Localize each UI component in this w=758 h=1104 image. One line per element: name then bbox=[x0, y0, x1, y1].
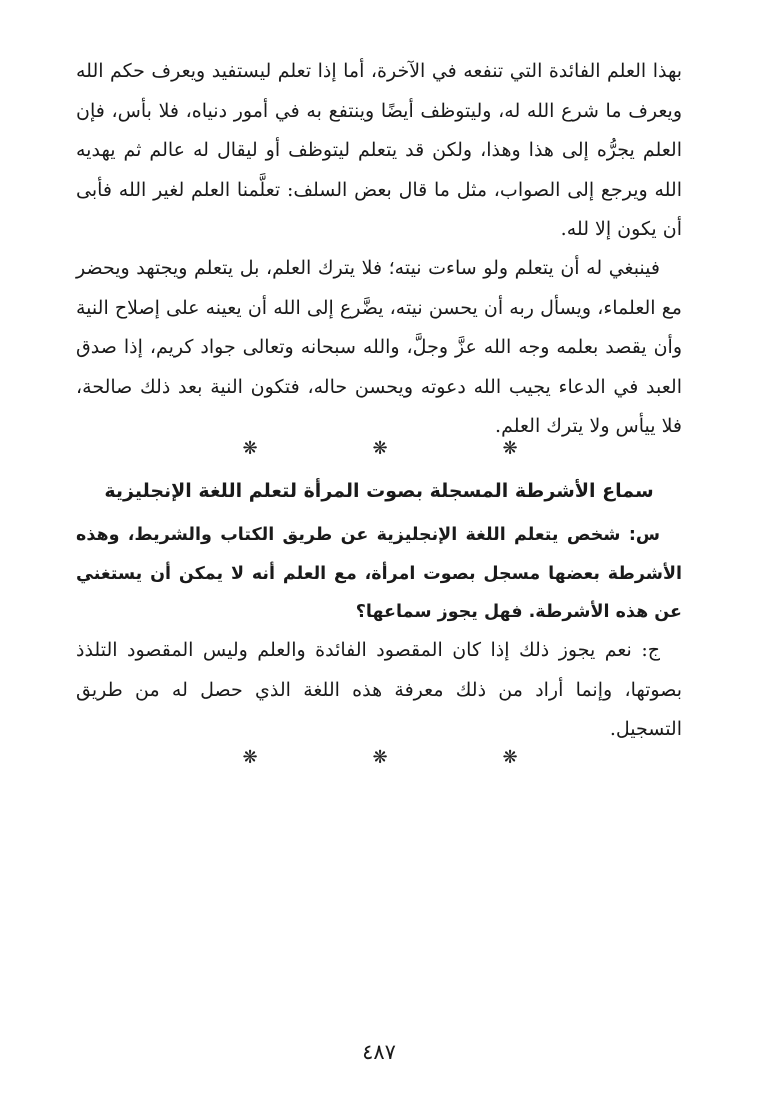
asterism-icon: ❋ bbox=[242, 747, 258, 768]
page-number: ٤٨٧ bbox=[362, 1040, 396, 1064]
asterism-icon: ❋ bbox=[502, 747, 518, 768]
asterism-icon: ❋ bbox=[502, 438, 518, 459]
answer-text: ج: نعم يجوز ذلك إذا كان المقصود الفائدة والعلم وليس المقصود التلذذ بصوتها، وإنما أراد من ذلك معرفة هذه اللغة الذي حصل له من طريق التسجيل. bbox=[76, 639, 682, 740]
section-heading: سماع الأشرطة المسجلة بصوت المرأة لتعلم اللغة الإنجليزية bbox=[104, 480, 654, 502]
section-separator-2 bbox=[240, 747, 520, 768]
paragraph-2: فينبغي له أن يتعلم ولو ساءت نيته؛ فلا يترك العلم، بل يتعلم ويجتهد ويحضر مع العلماء، ويسأل ربه أن يحسن نيته، يضَّرع إلى الله أن يعينه على إصلاح النية وأن يقصد بعلمه وجه الله عزَّ وجلَّ، والله سبحانه وتعالى جواد كريم، إذا صدق العبد في الدعاء يجيب الله دعوته ويحسن حاله، فتكون النية بعد ذلك صالحة، فلا ييأس ولا يترك العلم. bbox=[76, 257, 682, 437]
paragraph-1: بهذا العلم الفائدة التي تنفعه في الآخرة، أما إذا تعلم ليستفيد ويعرف حكم الله ويعرف ما شرع الله له، وليتوظف أيضًا وينتفع به في أمور دنياه، فلا بأس، فإن العلم يجرُّه إلى هذا وهذا، ولكن قد يتعلم ليتوظف أو ليقال له عالم ثم يهديه الله ويرجع إلى الصواب، مثل ما قال بعض السلف: تعلَّمنا العلم لغير الله فأبى أن يكون إلا لله. bbox=[76, 60, 682, 240]
asterism-icon: ❋ bbox=[372, 747, 388, 768]
question-text: س: شخص يتعلم اللغة الإنجليزية عن طريق الكتاب والشريط، وهذه الأشرطة بعضها مسجل بصوت امرأة، مع العلم أنه لا يمكن أن يستغني عن هذه الأشرطة. فهل يجوز سماعها؟ bbox=[76, 525, 682, 622]
asterism-icon: ❋ bbox=[372, 438, 388, 459]
asterism-icon: ❋ bbox=[242, 438, 258, 459]
section-separator-1 bbox=[240, 438, 520, 459]
